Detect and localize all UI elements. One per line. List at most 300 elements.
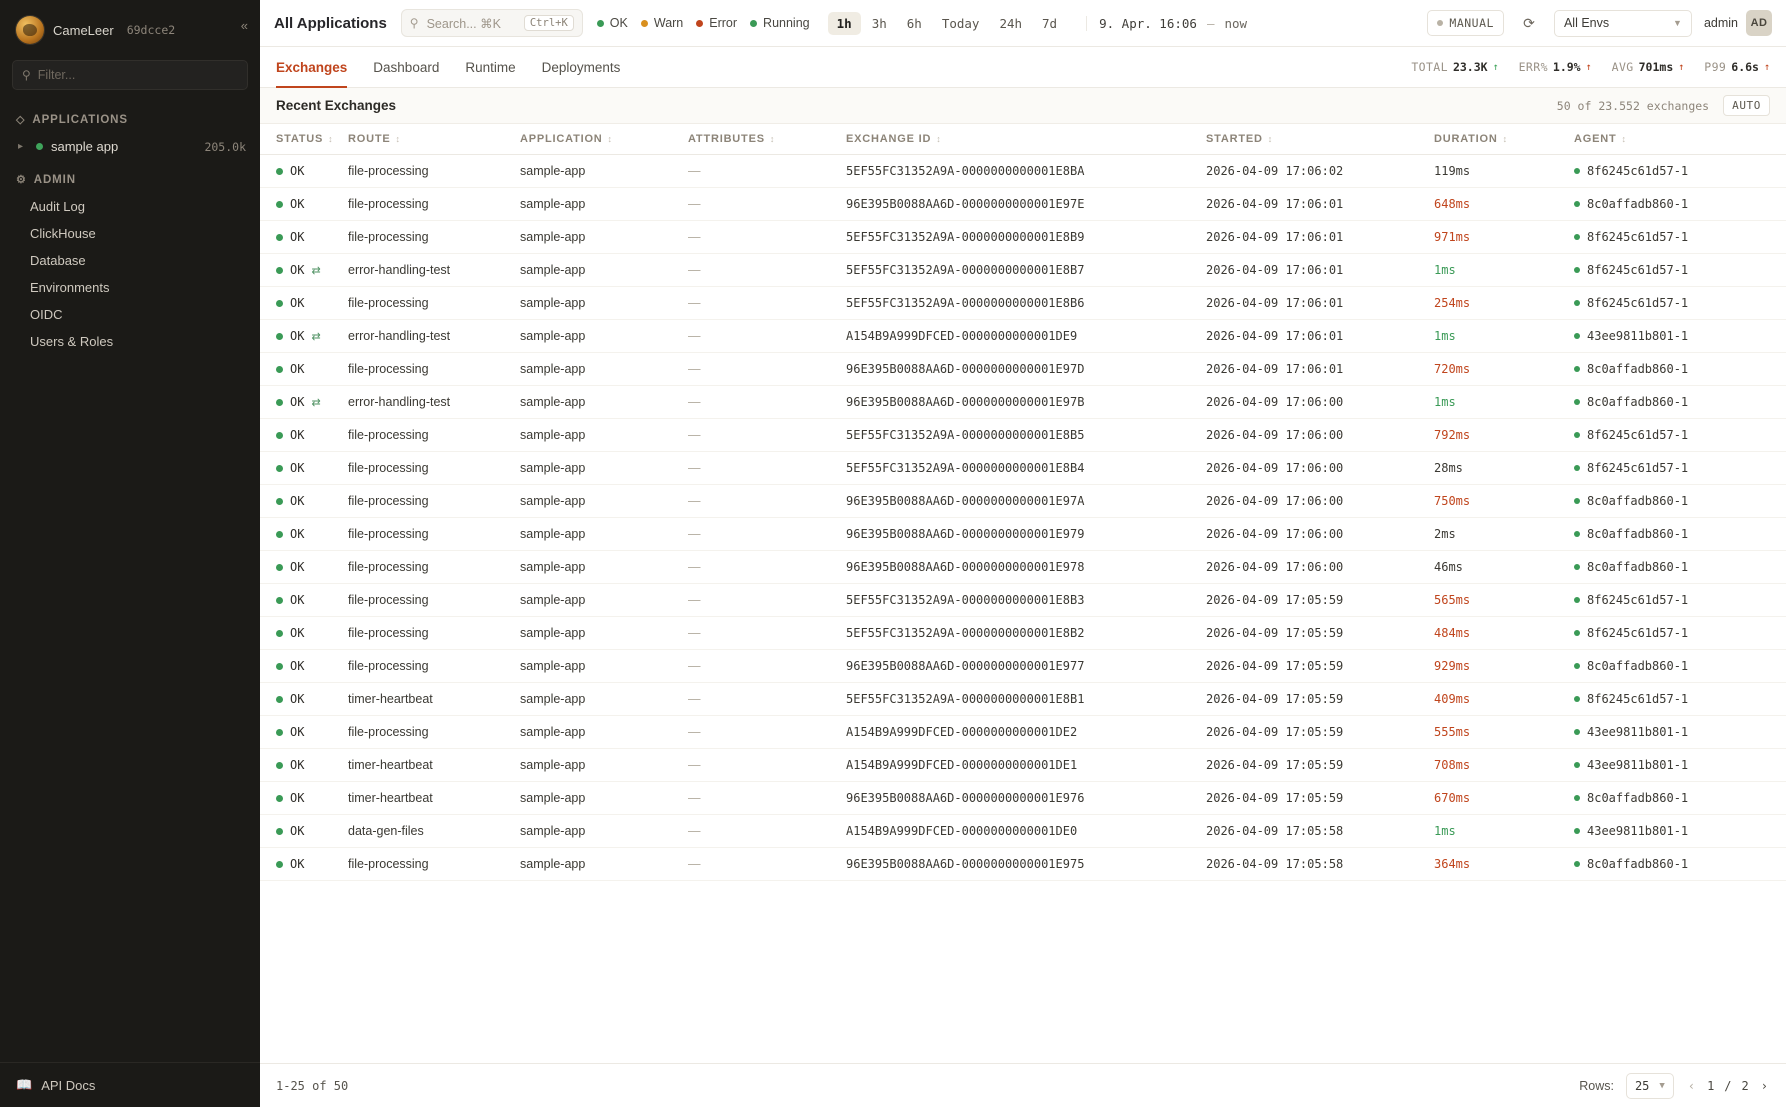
cell-started: 2026-04-09 17:06:00 bbox=[1206, 452, 1434, 485]
cell-status bbox=[260, 386, 348, 419]
table-row[interactable] bbox=[260, 848, 1786, 881]
cell-started: 2026-04-09 17:06:01 bbox=[1206, 188, 1434, 221]
cell-agent bbox=[1574, 518, 1786, 551]
cell-agent bbox=[1574, 749, 1786, 782]
sidebar-app-label: sample app bbox=[51, 139, 119, 154]
table-row[interactable] bbox=[260, 617, 1786, 650]
cell-duration: 708ms bbox=[1434, 749, 1574, 782]
cell-exchange-id: 96E395B0088AA6D-0000000000001E978 bbox=[846, 551, 1206, 584]
retry-icon: ⇄ bbox=[311, 396, 321, 409]
status-dot-icon bbox=[276, 399, 283, 406]
cell-started: 2026-04-09 17:06:00 bbox=[1206, 485, 1434, 518]
table-row[interactable] bbox=[260, 386, 1786, 419]
status-dot-icon bbox=[276, 564, 283, 571]
cell-duration: 1ms bbox=[1434, 815, 1574, 848]
cell-duration: 1ms bbox=[1434, 254, 1574, 287]
status-label: OK bbox=[290, 362, 305, 376]
cell-application: sample-app bbox=[520, 584, 688, 617]
agent-label: 8c0affadb860-1 bbox=[1587, 560, 1689, 574]
status-dot-icon bbox=[276, 828, 283, 835]
sidebar-item-oidc[interactable]: OIDC bbox=[30, 307, 63, 322]
rows-per-page-select[interactable] bbox=[1626, 1073, 1674, 1099]
manual-refresh-toggle[interactable] bbox=[1427, 10, 1504, 36]
agent-label: 8c0affadb860-1 bbox=[1587, 494, 1689, 508]
table-row[interactable] bbox=[260, 749, 1786, 782]
cell-status bbox=[260, 221, 348, 254]
status-label: OK bbox=[290, 857, 305, 871]
sidebar-section-applications-label: APPLICATIONS bbox=[32, 113, 128, 126]
auto-refresh-button[interactable]: AUTO bbox=[1723, 95, 1770, 116]
table-row[interactable] bbox=[260, 551, 1786, 584]
chevron-down-icon: ▼ bbox=[1659, 1080, 1665, 1091]
agent-dot-icon bbox=[1574, 234, 1580, 240]
pagination-range-text: 1-25 of 50 bbox=[276, 1078, 349, 1093]
agent-label: 8f6245c61d57-1 bbox=[1587, 428, 1689, 442]
cell-application: sample-app bbox=[520, 188, 688, 221]
global-search[interactable] bbox=[401, 9, 583, 37]
chevron-right-icon[interactable]: ▸ bbox=[18, 141, 24, 152]
column-header-status-label: STATUS bbox=[276, 133, 324, 145]
cell-started: 2026-04-09 17:06:01 bbox=[1206, 320, 1434, 353]
agent-label: 8c0affadb860-1 bbox=[1587, 791, 1689, 805]
agent-dot-icon bbox=[1574, 696, 1580, 702]
agent-dot-icon bbox=[1574, 795, 1580, 801]
metrics-summary bbox=[1411, 60, 1770, 74]
status-dot-icon bbox=[276, 267, 283, 274]
cell-duration: 2ms bbox=[1434, 518, 1574, 551]
prev-page-button[interactable]: ‹ bbox=[1687, 1078, 1696, 1093]
range-3h[interactable]: 3h bbox=[871, 15, 887, 31]
cell-application: sample-app bbox=[520, 617, 688, 650]
table-row[interactable] bbox=[260, 716, 1786, 749]
agent-label: 8f6245c61d57-1 bbox=[1587, 626, 1689, 640]
table-header-row bbox=[260, 124, 1786, 155]
agent-dot-icon bbox=[1574, 465, 1580, 471]
table-row[interactable] bbox=[260, 815, 1786, 848]
cell-attributes: — bbox=[688, 518, 846, 551]
brand-name: CameLeer bbox=[53, 22, 114, 38]
cell-application: sample-app bbox=[520, 650, 688, 683]
sidebar-item-environments[interactable]: Environments bbox=[30, 280, 110, 295]
gear-icon: ⚙ bbox=[16, 174, 27, 186]
table-row[interactable] bbox=[260, 419, 1786, 452]
cell-exchange-id: 5EF55FC31352A9A-0000000000001E8B2 bbox=[846, 617, 1206, 650]
cell-started: 2026-04-09 17:05:59 bbox=[1206, 749, 1434, 782]
range-24h[interactable]: 24h bbox=[999, 15, 1023, 31]
metric-p99-value: 6.6s bbox=[1731, 60, 1759, 74]
cell-agent bbox=[1574, 419, 1786, 452]
metric-avg bbox=[1612, 60, 1685, 74]
agent-dot-icon bbox=[1574, 267, 1580, 273]
filter-chip-ok[interactable] bbox=[597, 16, 628, 30]
cell-attributes: — bbox=[688, 188, 846, 221]
agent-dot-icon bbox=[1574, 828, 1580, 834]
range-separator: — bbox=[1206, 15, 1215, 31]
status-dot-icon bbox=[276, 300, 283, 307]
section-header bbox=[260, 88, 1786, 124]
tab-runtime[interactable]: Runtime bbox=[465, 59, 516, 75]
status-dot-icon bbox=[276, 729, 283, 736]
status-dot-icon bbox=[276, 201, 283, 208]
sidebar-item-users-roles[interactable]: Users & Roles bbox=[30, 334, 114, 349]
status-label: OK bbox=[290, 725, 305, 739]
table-row[interactable] bbox=[260, 254, 1786, 287]
cell-application: sample-app bbox=[520, 683, 688, 716]
manual-dot-icon bbox=[1437, 20, 1443, 26]
page-title: All Applications bbox=[274, 14, 387, 32]
cell-attributes: — bbox=[688, 452, 846, 485]
agent-dot-icon bbox=[1574, 762, 1580, 768]
status-dot-icon bbox=[276, 696, 283, 703]
status-label: OK bbox=[290, 626, 305, 640]
cell-duration: 648ms bbox=[1434, 188, 1574, 221]
status-label: OK bbox=[290, 824, 305, 838]
cell-attributes: — bbox=[688, 419, 846, 452]
cell-application: sample-app bbox=[520, 419, 688, 452]
status-label: OK bbox=[290, 461, 305, 475]
agent-label: 8c0affadb860-1 bbox=[1587, 362, 1689, 376]
cell-status bbox=[260, 452, 348, 485]
cell-started: 2026-04-09 17:05:59 bbox=[1206, 716, 1434, 749]
cell-application: sample-app bbox=[520, 551, 688, 584]
status-dot-icon bbox=[276, 366, 283, 373]
cell-route: file-processing bbox=[348, 287, 520, 320]
cell-route: file-processing bbox=[348, 650, 520, 683]
pager bbox=[1686, 1079, 1770, 1093]
filter-chip-warn-label: Warn bbox=[653, 16, 684, 30]
cell-attributes: — bbox=[688, 386, 846, 419]
table-row[interactable] bbox=[260, 221, 1786, 254]
status-label: OK bbox=[290, 164, 305, 178]
cell-application: sample-app bbox=[520, 452, 688, 485]
cell-started: 2026-04-09 17:05:59 bbox=[1206, 683, 1434, 716]
status-dot-icon bbox=[276, 531, 283, 538]
cell-duration: 670ms bbox=[1434, 782, 1574, 815]
cell-started: 2026-04-09 17:06:02 bbox=[1206, 155, 1434, 188]
metric-total bbox=[1411, 60, 1498, 74]
cell-attributes: — bbox=[688, 353, 846, 386]
cell-status bbox=[260, 320, 348, 353]
main-area bbox=[260, 0, 1786, 1107]
metric-total-key: TOTAL bbox=[1411, 60, 1448, 74]
retry-icon: ⇄ bbox=[311, 330, 321, 343]
table-row[interactable] bbox=[260, 320, 1786, 353]
cell-duration: 929ms bbox=[1434, 650, 1574, 683]
status-label: OK bbox=[290, 758, 305, 772]
cell-agent bbox=[1574, 386, 1786, 419]
agent-label: 8c0affadb860-1 bbox=[1587, 659, 1689, 673]
metric-avg-key: AVG bbox=[1611, 60, 1634, 74]
cell-exchange-id: A154B9A999DFCED-0000000000001DE0 bbox=[846, 815, 1206, 848]
cell-attributes: — bbox=[688, 584, 846, 617]
range-today[interactable]: Today bbox=[941, 15, 980, 31]
tab-bar bbox=[260, 47, 1786, 88]
agent-dot-icon bbox=[1574, 168, 1580, 174]
table-row[interactable] bbox=[260, 353, 1786, 386]
cell-duration: 750ms bbox=[1434, 485, 1574, 518]
cell-exchange-id: 96E395B0088AA6D-0000000000001E976 bbox=[846, 782, 1206, 815]
column-header-attributes-label: ATTRIBUTES bbox=[688, 133, 765, 145]
cell-agent bbox=[1574, 650, 1786, 683]
cell-attributes: — bbox=[688, 320, 846, 353]
agent-label: 8f6245c61d57-1 bbox=[1587, 230, 1689, 244]
book-icon: 📖 bbox=[16, 1077, 33, 1092]
status-label: OK bbox=[290, 692, 305, 706]
cell-agent bbox=[1574, 320, 1786, 353]
cell-exchange-id: 5EF55FC31352A9A-0000000000001E8B3 bbox=[846, 584, 1206, 617]
sort-icon: ↕ bbox=[1502, 134, 1508, 144]
status-dot-icon bbox=[276, 597, 283, 604]
cell-exchange-id: A154B9A999DFCED-0000000000001DE9 bbox=[846, 320, 1206, 353]
cell-duration: 484ms bbox=[1434, 617, 1574, 650]
cell-started: 2026-04-09 17:06:01 bbox=[1206, 221, 1434, 254]
status-dot-icon bbox=[276, 432, 283, 439]
cell-duration: 720ms bbox=[1434, 353, 1574, 386]
cell-agent bbox=[1574, 815, 1786, 848]
sidebar-filter[interactable] bbox=[12, 60, 248, 90]
table-row[interactable] bbox=[260, 683, 1786, 716]
collapse-sidebar-icon[interactable]: « bbox=[240, 18, 248, 33]
agent-dot-icon bbox=[1574, 531, 1580, 537]
sidebar-item-audit-log[interactable]: Audit Log bbox=[30, 199, 85, 214]
cell-route: timer-heartbeat bbox=[348, 782, 520, 815]
cell-attributes: — bbox=[688, 254, 846, 287]
agent-dot-icon bbox=[1574, 432, 1580, 438]
filter-chip-warn[interactable] bbox=[641, 16, 683, 30]
cell-application: sample-app bbox=[520, 320, 688, 353]
cell-route: timer-heartbeat bbox=[348, 683, 520, 716]
cell-exchange-id: A154B9A999DFCED-0000000000001DE1 bbox=[846, 749, 1206, 782]
cell-agent bbox=[1574, 716, 1786, 749]
sidebar-item-clickhouse[interactable]: ClickHouse bbox=[30, 226, 96, 241]
page-current: 1 bbox=[1707, 1078, 1715, 1093]
cell-route: file-processing bbox=[348, 155, 520, 188]
table-row[interactable] bbox=[260, 485, 1786, 518]
status-label: OK bbox=[290, 659, 305, 673]
search-placeholder: Search... ⌘K bbox=[426, 16, 501, 31]
status-dot-icon bbox=[276, 234, 283, 241]
cell-attributes: — bbox=[688, 221, 846, 254]
agent-dot-icon bbox=[1574, 366, 1580, 372]
cell-started: 2026-04-09 17:06:01 bbox=[1206, 287, 1434, 320]
status-dot-icon bbox=[276, 168, 283, 175]
table-row[interactable] bbox=[260, 584, 1786, 617]
status-dot-icon bbox=[276, 762, 283, 769]
tab-exchanges[interactable]: Exchanges bbox=[276, 47, 347, 88]
cell-attributes: — bbox=[688, 683, 846, 716]
running-dot-icon bbox=[750, 20, 757, 27]
cell-duration: 971ms bbox=[1434, 221, 1574, 254]
cell-exchange-id: 5EF55FC31352A9A-0000000000001E8B5 bbox=[846, 419, 1206, 452]
column-header-started[interactable] bbox=[1206, 124, 1434, 155]
cell-agent bbox=[1574, 188, 1786, 221]
cell-started: 2026-04-09 17:06:00 bbox=[1206, 386, 1434, 419]
range-7d[interactable]: 7d bbox=[1042, 15, 1058, 31]
cell-duration: 565ms bbox=[1434, 584, 1574, 617]
tab-deployments[interactable]: Deployments bbox=[541, 59, 621, 75]
cell-status bbox=[260, 419, 348, 452]
cell-agent bbox=[1574, 353, 1786, 386]
refresh-icon[interactable]: ⟳ bbox=[1523, 14, 1535, 31]
cell-started: 2026-04-09 17:05:59 bbox=[1206, 617, 1434, 650]
column-header-application[interactable] bbox=[520, 124, 688, 155]
cell-route: file-processing bbox=[348, 848, 520, 881]
cell-duration: 254ms bbox=[1434, 287, 1574, 320]
sort-icon: ↕ bbox=[1267, 134, 1274, 144]
sidebar-section-applications bbox=[0, 100, 260, 133]
agent-dot-icon bbox=[1574, 630, 1580, 636]
cell-application: sample-app bbox=[520, 782, 688, 815]
filter-input[interactable] bbox=[38, 68, 238, 82]
agent-dot-icon bbox=[1574, 201, 1580, 207]
table-row[interactable] bbox=[260, 155, 1786, 188]
user-menu[interactable] bbox=[1704, 10, 1772, 36]
error-dot-icon bbox=[696, 20, 703, 27]
filter-chip-error[interactable] bbox=[696, 16, 737, 30]
agent-label: 8f6245c61d57-1 bbox=[1587, 461, 1689, 475]
agent-label: 8f6245c61d57-1 bbox=[1587, 263, 1689, 277]
cell-attributes: — bbox=[688, 650, 846, 683]
cell-exchange-id: A154B9A999DFCED-0000000000001DE2 bbox=[846, 716, 1206, 749]
cell-attributes: — bbox=[688, 716, 846, 749]
table-row[interactable] bbox=[260, 650, 1786, 683]
metric-error-rate bbox=[1519, 60, 1592, 74]
range-to: now bbox=[1224, 15, 1248, 31]
column-header-route-label: ROUTE bbox=[348, 133, 391, 145]
sidebar-app-count: 205.0k bbox=[204, 139, 246, 154]
status-filter-chips bbox=[597, 16, 810, 30]
sidebar-header bbox=[0, 0, 260, 58]
column-header-attributes[interactable] bbox=[688, 124, 846, 155]
tab-dashboard[interactable]: Dashboard bbox=[373, 59, 440, 75]
column-header-agent[interactable] bbox=[1574, 124, 1786, 155]
range-1h[interactable]: 1h bbox=[828, 12, 861, 35]
filter-chip-running[interactable] bbox=[750, 16, 810, 30]
cell-exchange-id: 96E395B0088AA6D-0000000000001E97A bbox=[846, 485, 1206, 518]
range-6h[interactable]: 6h bbox=[906, 15, 922, 31]
cell-attributes: — bbox=[688, 485, 846, 518]
status-label: OK bbox=[290, 197, 305, 211]
table-footer bbox=[260, 1063, 1786, 1107]
cell-status bbox=[260, 254, 348, 287]
cell-duration: 792ms bbox=[1434, 419, 1574, 452]
cell-started: 2026-04-09 17:05:59 bbox=[1206, 584, 1434, 617]
table-row[interactable] bbox=[260, 452, 1786, 485]
range-from: 9. Apr. 16:06 bbox=[1099, 15, 1197, 31]
cell-duration: 1ms bbox=[1434, 320, 1574, 353]
cell-application: sample-app bbox=[520, 353, 688, 386]
cell-status bbox=[260, 848, 348, 881]
table-row[interactable] bbox=[260, 782, 1786, 815]
sort-icon: ↕ bbox=[769, 134, 776, 144]
trend-up-icon: ↑ bbox=[1763, 61, 1770, 73]
cell-application: sample-app bbox=[520, 848, 688, 881]
status-label: OK bbox=[290, 230, 305, 244]
column-header-duration-label: DURATION bbox=[1434, 133, 1498, 145]
column-header-route[interactable] bbox=[348, 124, 520, 155]
cell-attributes: — bbox=[688, 155, 846, 188]
sidebar-section-admin bbox=[0, 160, 260, 193]
agent-dot-icon bbox=[1574, 597, 1580, 603]
camel-logo-icon bbox=[16, 16, 44, 44]
cell-agent bbox=[1574, 452, 1786, 485]
agent-dot-icon bbox=[1574, 663, 1580, 669]
next-page-button[interactable]: › bbox=[1760, 1078, 1768, 1093]
cell-duration: 364ms bbox=[1434, 848, 1574, 881]
status-dot-icon bbox=[276, 333, 283, 340]
table-row[interactable] bbox=[260, 518, 1786, 551]
agent-dot-icon bbox=[1574, 498, 1580, 504]
cell-agent bbox=[1574, 617, 1786, 650]
metric-error-rate-value: 1.9% bbox=[1552, 60, 1581, 74]
filter-chip-running-label: Running bbox=[763, 16, 810, 30]
table-row[interactable] bbox=[260, 287, 1786, 320]
status-label: OK bbox=[290, 791, 305, 805]
metric-error-rate-key: ERR% bbox=[1518, 60, 1548, 74]
status-label: OK bbox=[290, 428, 305, 442]
status-dot-icon bbox=[276, 795, 283, 802]
chevron-down-icon: ▼ bbox=[1673, 18, 1682, 28]
cell-exchange-id: 96E395B0088AA6D-0000000000001E97D bbox=[846, 353, 1206, 386]
search-shortcut-badge: Ctrl+K bbox=[524, 15, 574, 31]
environment-selected-label: All Envs bbox=[1563, 16, 1610, 30]
section-title: Recent Exchanges bbox=[276, 98, 397, 113]
agent-dot-icon bbox=[1574, 729, 1580, 735]
cell-status bbox=[260, 584, 348, 617]
cell-attributes: — bbox=[688, 287, 846, 320]
cell-agent bbox=[1574, 485, 1786, 518]
cell-started: 2026-04-09 17:06:01 bbox=[1206, 254, 1434, 287]
search-icon: ⚲ bbox=[22, 68, 31, 82]
api-docs-label: API Docs bbox=[41, 1077, 96, 1093]
metric-avg-value: 701ms bbox=[1638, 60, 1674, 74]
trend-up-icon: ↑ bbox=[1585, 61, 1592, 73]
table-row[interactable] bbox=[260, 188, 1786, 221]
column-header-exchange-id[interactable] bbox=[846, 124, 1206, 155]
cell-status bbox=[260, 353, 348, 386]
sidebar-item-database[interactable]: Database bbox=[30, 253, 86, 268]
exchanges-table-wrap[interactable] bbox=[260, 124, 1786, 1063]
cell-application: sample-app bbox=[520, 287, 688, 320]
column-header-status[interactable] bbox=[260, 124, 348, 155]
table-body bbox=[260, 155, 1786, 881]
sidebar-item-sample-app[interactable] bbox=[0, 133, 260, 160]
cell-agent bbox=[1574, 155, 1786, 188]
sidebar-item-api-docs[interactable] bbox=[0, 1062, 260, 1107]
environment-select[interactable] bbox=[1554, 10, 1692, 37]
column-header-application-label: APPLICATION bbox=[520, 133, 603, 145]
time-range-display[interactable] bbox=[1086, 16, 1247, 31]
agent-label: 8c0affadb860-1 bbox=[1587, 395, 1689, 409]
retry-icon: ⇄ bbox=[311, 264, 321, 277]
cell-status bbox=[260, 551, 348, 584]
cell-attributes: — bbox=[688, 848, 846, 881]
cell-duration: 555ms bbox=[1434, 716, 1574, 749]
cube-icon: ◇ bbox=[16, 114, 26, 126]
cell-route: file-processing bbox=[348, 221, 520, 254]
cell-status bbox=[260, 650, 348, 683]
column-header-duration[interactable] bbox=[1434, 124, 1574, 155]
status-dot-icon bbox=[276, 630, 283, 637]
sort-icon: ↕ bbox=[936, 134, 942, 144]
cell-attributes: — bbox=[688, 815, 846, 848]
column-header-started-label: STARTED bbox=[1206, 133, 1263, 145]
cell-status bbox=[260, 485, 348, 518]
status-label: OK bbox=[290, 527, 305, 541]
cell-agent bbox=[1574, 551, 1786, 584]
manual-label: MANUAL bbox=[1449, 16, 1494, 30]
agent-dot-icon bbox=[1574, 300, 1580, 306]
